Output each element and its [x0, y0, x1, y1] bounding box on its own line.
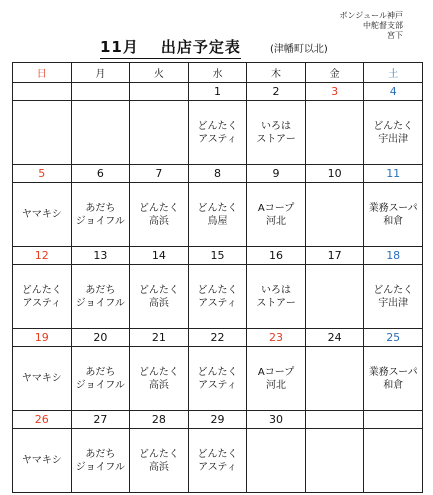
weekday-sat: 土 [364, 63, 423, 83]
store-name: どんたく 宇出津 [373, 284, 414, 309]
date-cell: 29 [188, 411, 247, 429]
store-cell [247, 347, 306, 411]
date-cell: 22 [188, 329, 247, 347]
weekday-wed: 水 [188, 63, 247, 83]
date-cell: 30 [247, 411, 306, 429]
store-cell [188, 183, 247, 247]
date-cell: 8 [188, 165, 247, 183]
date-cell [13, 83, 72, 101]
store-row [13, 101, 423, 165]
store-name: どんたく 高浜 [138, 366, 179, 391]
date-cell: 11 [364, 165, 423, 183]
store-cell [71, 347, 130, 411]
date-cell: 1 [188, 83, 247, 101]
date-cell: 5 [13, 165, 72, 183]
store-cell [247, 101, 306, 165]
date-cell: 12 [13, 247, 72, 265]
store-cell [13, 183, 72, 247]
store-name: どんたく アスティ [197, 366, 238, 391]
store-row [13, 347, 423, 411]
store-cell [13, 429, 72, 493]
date-cell: 17 [305, 247, 364, 265]
store-name: ヤマキシ [21, 373, 62, 384]
store-cell [130, 347, 189, 411]
store-name: どんたく 高浜 [138, 448, 179, 473]
date-cell: 4 [364, 83, 423, 101]
date-cell: 24 [305, 329, 364, 347]
date-cell: 21 [130, 329, 189, 347]
date-cell: 15 [188, 247, 247, 265]
date-row [13, 329, 423, 347]
date-row [13, 411, 423, 429]
date-cell: 14 [130, 247, 189, 265]
store-name: どんたく 高浜 [138, 284, 179, 309]
store-row [13, 183, 423, 247]
date-cell: 2 [247, 83, 306, 101]
org-line-3: 宮下 [387, 31, 403, 40]
date-row [13, 83, 423, 101]
org-line-1: ボンジュール神戸 [339, 11, 403, 20]
store-name: あだち ジョイフル [75, 366, 125, 391]
store-name: どんたく 高浜 [138, 202, 179, 227]
store-cell [305, 183, 364, 247]
store-cell [188, 265, 247, 329]
date-cell: 13 [71, 247, 130, 265]
store-cell [305, 347, 364, 411]
weekday-sun: 日 [13, 63, 72, 83]
store-row [13, 265, 423, 329]
weekday-thu: 木 [247, 63, 306, 83]
date-cell: 28 [130, 411, 189, 429]
date-cell: 20 [71, 329, 130, 347]
date-row [13, 165, 423, 183]
date-cell: 10 [305, 165, 364, 183]
store-cell [188, 101, 247, 165]
store-cell [305, 101, 364, 165]
store-name: どんたく アスティ [21, 284, 62, 309]
weekday-fri: 金 [305, 63, 364, 83]
date-cell: 18 [364, 247, 423, 265]
store-name: あだち ジョイフル [75, 284, 125, 309]
store-name: 業務スーパ 和倉 [368, 202, 418, 227]
date-cell: 26 [13, 411, 72, 429]
store-cell [130, 429, 189, 493]
title-month: 11月 [100, 38, 139, 56]
date-cell: 9 [247, 165, 306, 183]
date-cell: 7 [130, 165, 189, 183]
organization-label [340, 11, 403, 41]
date-cell: 23 [247, 329, 306, 347]
weekday-mon: 月 [71, 63, 130, 83]
store-name: いろは ストアー [256, 284, 296, 309]
store-cell [305, 429, 364, 493]
date-cell [305, 411, 364, 429]
store-cell [364, 347, 423, 411]
weekday-header-row [13, 63, 423, 83]
weekday-tue: 火 [130, 63, 189, 83]
date-cell: 16 [247, 247, 306, 265]
store-cell [130, 265, 189, 329]
store-cell [364, 101, 423, 165]
store-row [13, 429, 423, 493]
date-cell: 27 [71, 411, 130, 429]
store-name: 業務スーパ 和倉 [368, 366, 418, 391]
store-name: どんたく 鳥屋 [197, 202, 238, 227]
store-cell [305, 265, 364, 329]
store-name: どんたく 宇出津 [373, 120, 414, 145]
org-line-2: 中舵督支部 [363, 21, 403, 30]
date-cell: 6 [71, 165, 130, 183]
store-name: ヤマキシ [21, 209, 62, 220]
store-cell [247, 429, 306, 493]
store-name: どんたく アスティ [197, 284, 238, 309]
page-title [100, 36, 241, 59]
store-name: Aコープ 河北 [257, 202, 295, 227]
calendar-body [13, 83, 423, 493]
store-name: どんたく アスティ [197, 448, 238, 473]
date-cell: 3 [305, 83, 364, 101]
calendar-table [12, 62, 423, 493]
store-cell [71, 101, 130, 165]
store-name: どんたく アスティ [197, 120, 238, 145]
store-cell [247, 183, 306, 247]
store-cell [364, 265, 423, 329]
store-cell [364, 429, 423, 493]
store-cell [71, 183, 130, 247]
store-cell [130, 101, 189, 165]
store-cell [71, 265, 130, 329]
date-row [13, 247, 423, 265]
store-cell [364, 183, 423, 247]
store-cell [13, 265, 72, 329]
date-cell [71, 83, 130, 101]
date-cell: 19 [13, 329, 72, 347]
store-name: Aコープ 河北 [257, 366, 295, 391]
store-name: ヤマキシ [21, 455, 62, 466]
title-main: 出店予定表 [160, 38, 241, 56]
date-cell [130, 83, 189, 101]
store-name: いろは ストアー [256, 120, 296, 145]
store-cell [71, 429, 130, 493]
date-cell [364, 411, 423, 429]
store-name: あだち ジョイフル [75, 202, 125, 227]
store-name: あだち ジョイフル [75, 448, 125, 473]
store-cell [247, 265, 306, 329]
store-cell [13, 347, 72, 411]
date-cell: 25 [364, 329, 423, 347]
store-cell [130, 183, 189, 247]
page-subtitle: (津幡町以北) [270, 44, 328, 55]
store-cell [188, 429, 247, 493]
store-cell [188, 347, 247, 411]
store-cell [13, 101, 72, 165]
